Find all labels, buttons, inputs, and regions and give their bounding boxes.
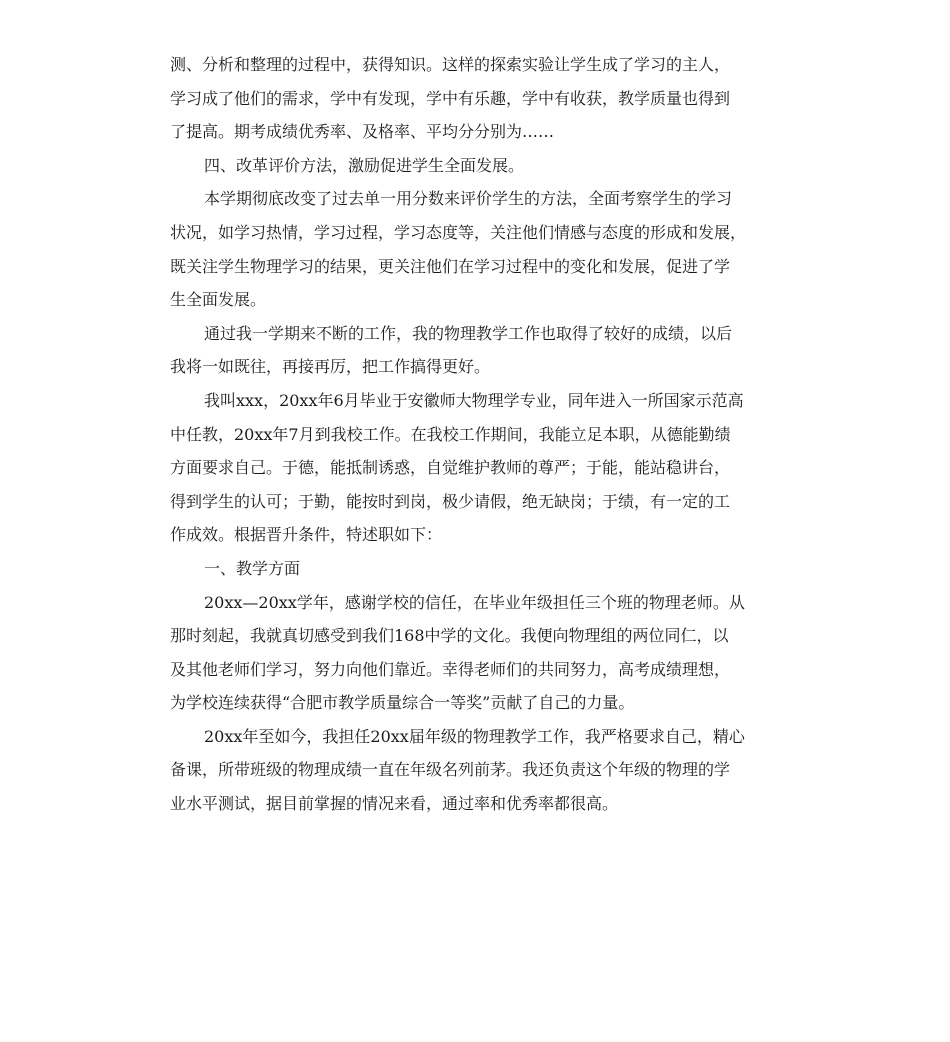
text-line: 20xx年至如今，我担任20xx届年级的物理教学工作，我严格要求自己，精心: [204, 726, 745, 746]
text-line: 得到学生的认可；于勤，能按时到岗，极少请假，绝无缺岗；于绩，有一定的工: [170, 491, 731, 511]
text-line: 方面要求自己。于德，能抵制诱惑，自觉维护教师的尊严；于能，能站稳讲台，: [170, 458, 731, 478]
section-heading: 四、改革评价方法，激励促进学生全面发展。: [204, 155, 525, 175]
text-line: 为学校连续获得“合肥市教学质量综合一等奖”贡献了自己的力量。: [170, 693, 635, 713]
text-line: 业水平测试，据目前掌握的情况来看，通过率和优秀率都很高。: [170, 794, 619, 814]
text-line: 20xx—20xx学年，感谢学校的信任，在毕业年级担任三个班的物理老师。从: [204, 592, 745, 612]
text-line: 作成效。根据晋升条件，特述职如下：: [170, 525, 443, 545]
text-line: 学习成了他们的需求，学中有发现，学中有乐趣，学中有收获，教学质量也得到: [170, 88, 731, 108]
text-line: 状况，如学习热情，学习过程，学习态度等，关注他们情感与态度的形成和发展，: [170, 222, 747, 242]
text-line: 生全面发展。: [170, 290, 267, 310]
text-line: 我叫xxx，20xx年6月毕业于安徽师大物理学专业，同年进入一所国家示范高: [204, 390, 744, 410]
text-line: 既关注学生物理学习的结果，更关注他们在学习过程中的变化和发展，促进了学: [170, 256, 731, 276]
text-line: 及其他老师们学习，努力向他们靠近。幸得老师们的共同努力，高考成绩理想，: [170, 659, 731, 679]
section-heading: 一、教学方面: [204, 558, 301, 578]
text-line: 备课，所带班级的物理成绩一直在年级名列前茅。我还负责这个年级的物理的学: [170, 760, 731, 780]
text-line: 我将一如既往，再接再厉，把工作搞得更好。: [170, 357, 491, 377]
text-line: 了提高。期考成绩优秀率、及格率、平均分分别为……: [170, 122, 555, 142]
text-line: 通过我一学期来不断的工作，我的物理教学工作也取得了较好的成绩，以后: [204, 323, 733, 343]
text-line: 测、分析和整理的过程中，获得知识。这样的探索实验让学生成了学习的主人，: [170, 55, 731, 74]
text-line: 中任教，20xx年7月到我校工作。在我校工作期间，我能立足本职，从德能勤绩: [170, 424, 731, 444]
document-body: [170, 48, 800, 821]
text-line: 那时刻起，我就真切感受到我们168中学的文化。我便向物理组的两位同仁，以: [170, 626, 729, 646]
text-line: 本学期彻底改变了过去单一用分数来评价学生的方法，全面考察学生的学习: [204, 189, 733, 209]
